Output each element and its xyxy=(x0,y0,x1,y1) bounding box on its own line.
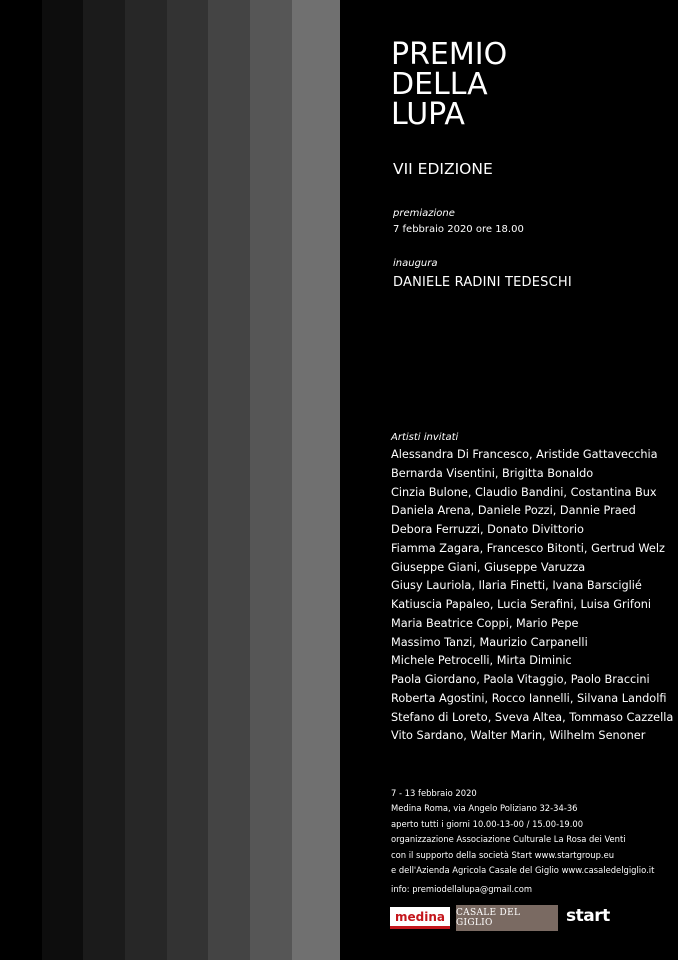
detail-line: Medina Roma, via Angelo Poliziano 32-34-36 xyxy=(391,803,578,814)
artist-line: Giusy Lauriola, Ilaria Finetti, Ivana Barsciglié xyxy=(391,579,642,593)
artist-line: Maria Beatrice Coppi, Mario Pepe xyxy=(391,616,579,630)
artist-line: Massimo Tanzi, Maurizio Carpanelli xyxy=(391,635,588,649)
stripe xyxy=(0,0,42,960)
artist-line: Alessandra Di Francesco, Aristide Gattavecchia xyxy=(391,448,658,461)
artist-line: Daniela Arena, Daniele Pozzi, Dannie Praed xyxy=(391,504,636,518)
detail-line: organizzazione Associazione Culturale La Rosa dei Venti xyxy=(391,834,626,845)
stripe xyxy=(125,0,167,960)
medina-logo: medina xyxy=(390,907,450,929)
artist-line: Paola Giordano, Paola Vitaggio, Paolo Braccini xyxy=(391,673,650,686)
artist-line: Debora Ferruzzi, Donato Divittorio xyxy=(391,523,584,536)
title-line: LUPA xyxy=(391,97,465,132)
detail-line: aperto tutti i giorni 10.00-13-00 / 15.00-19.00 xyxy=(391,818,584,829)
event-details xyxy=(391,786,654,878)
artist-line: Michele Petrocelli, Mirta Diminic xyxy=(391,654,572,668)
premiazione-label: premiazione xyxy=(393,208,455,219)
sponsor-logos xyxy=(390,905,630,931)
stripe xyxy=(208,0,250,960)
artists-label: Artisti invitati xyxy=(391,432,459,443)
poster-title xyxy=(391,37,508,132)
edition: VII EDIZIONE xyxy=(393,160,493,178)
artist-line: Giuseppe Giani, Giuseppe Varuzza xyxy=(391,560,586,574)
stripe xyxy=(250,0,292,960)
artist-line: Fiamma Zagara, Francesco Bitonti, Gertrud Welz xyxy=(391,541,665,555)
stripe xyxy=(42,0,83,960)
title-line: DELLA xyxy=(391,67,488,102)
stripe xyxy=(83,0,125,960)
artist-line: Bernarda Visentini, Brigitta Bonaldo xyxy=(391,466,594,480)
inaugura-name: DANIELE RADINI TEDESCHI xyxy=(393,275,572,290)
stripe xyxy=(167,0,208,960)
artist-line: Stefano di Loreto, Sveva Altea, Tommaso Cazzella xyxy=(391,710,674,724)
artist-line: Cinzia Bulone, Claudio Bandini, Costantina Bux xyxy=(391,485,657,499)
premiazione-date: 7 febbraio 2020 ore 18.00 xyxy=(393,224,524,235)
casale-del-giglio-logo: CASALE DEL GIGLIO xyxy=(456,905,558,931)
stripe xyxy=(292,0,340,960)
info-email: info: premiodellalupa@gmail.com xyxy=(391,884,533,894)
detail-line: 7 - 13 febbraio 2020 xyxy=(391,788,477,798)
start-logo: start xyxy=(566,906,610,926)
artist-line: Katiuscia Papaleo, Lucia Serafini, Luisa Grifoni xyxy=(391,598,652,611)
detail-line: e dell'Azienda Agricola Casale del Giglio www.casaledelgiglio.it xyxy=(391,865,655,876)
detail-line: con il supporto della società Start www.startgroup.eu xyxy=(391,849,615,860)
title-line: PREMIO xyxy=(391,37,508,72)
artist-line: Roberta Agostini, Rocco Iannelli, Silvana Landolfi xyxy=(391,691,667,705)
artist-line: Vito Sardano, Walter Marin, Wilhelm Senoner xyxy=(391,729,646,743)
inaugura-label: inaugura xyxy=(393,258,438,269)
artists-list xyxy=(391,446,673,746)
